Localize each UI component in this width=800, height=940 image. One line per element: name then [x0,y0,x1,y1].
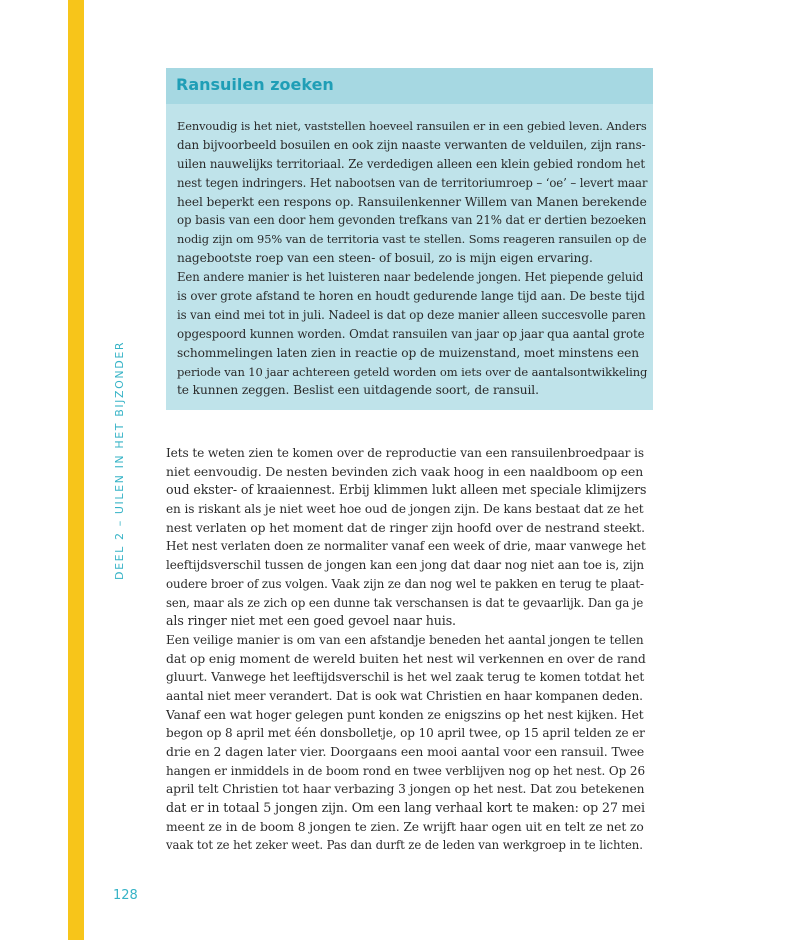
body-text [166,444,646,855]
body-line: oud ekster- of kraaiennest. Erbij klimmen lukt alleen met speciale klimijzers [166,482,647,498]
body-line: sen, maar als ze zich op een dunne tak verschansen is dat te gevaarlijk. Dan ga je [166,595,644,610]
body-line: dat op enig moment de wereld buiten het nest wil verkennen en over de rand [166,650,646,666]
info-box-line: op basis van een door hem gevonden trefkans van 21% dat er dertien bezoeken [177,213,647,228]
body-line: Een veilige manier is om van een afstandje beneden het aantal jongen te tellen [166,632,644,647]
body-line: april telt Christien tot haar verbazing 3 jongen op het nest. Dat zou betekenen [166,782,645,797]
info-box-line: dan bijvoorbeeld bosuilen en ook zijn naaste verwanten de velduilen, zijn rans- [177,137,646,152]
info-box-line: is van eind mei tot in juli. Nadeel is dat op deze manier alleen succesvolle paren [177,307,646,322]
page-number: 128 [113,888,138,903]
body-line: niet eenvoudig. De nesten bevinden zich vaak hoog in een naaldboom op een [166,463,644,479]
body-line: aantal niet meer verandert. Dat is ook wat Christien en haar kompanen deden. [166,688,643,703]
info-box-line: uilen nauwelijks territoriaal. Ze verdedigen alleen een klein gebied rondom het [177,156,645,171]
info-box-line: te kunnen zeggen. Beslist een uitdagende soort, de ransuil. [177,383,539,398]
body-line: als ringer niet met een goed gevoel naar huis. [166,613,456,629]
info-box-line: schommelingen laten zien in reactie op de muizenstand, moet minstens een [177,345,639,360]
info-box-line: nodig zijn om 95% van de territoria vast te stellen. Soms reageren ransuilen op de [177,232,647,247]
info-box-line: periode van 10 jaar achtereen geteld worden om iets over de aantalsontwikkeling [177,364,648,379]
body-line: gluurt. Vanwege het leeftijdsverschil is het wel zaak terug te komen totdat het [166,670,645,685]
body-line: en is riskant als je niet weet hoe oud de jongen zijn. De kans bestaat dat ze het [166,502,644,517]
body-line: hangen er inmiddels in de boom rond en twee verblijven nog op het nest. Op 26 [166,763,645,778]
body-line: nest verlaten op het moment dat de ringer zijn hoofd over de nestrand steekt. [166,520,645,535]
body-line: drie en 2 dagen later vier. Doorgaans een mooi aantal voor een ransuil. Twee [166,744,645,759]
info-box-line: opgespoord kunnen worden. Omdat ransuilen van jaar op jaar qua aantal grote [177,326,645,341]
info-box-line: nagebootste roep van een steen- of bosuil, zo is mijn eigen ervaring. [177,251,593,266]
info-box-header [166,68,653,104]
info-box-line: is over grote afstand te horen en houdt gedurende lange tijd aan. De beste tijd [177,289,645,304]
info-box-line: Eenvoudig is het niet, vaststellen hoeveel ransuilen er in een gebied leven. Anders [177,119,647,133]
page-edge-bar [68,0,84,940]
info-box-body [177,117,647,400]
info-box-title: Ransuilen zoeken [176,75,334,94]
body-line: vaak tot ze het zeker weet. Pas dan durft ze de leden van werkgroep in te lichten. [166,838,643,853]
body-line: dat er in totaal 5 jongen zijn. Om een lang verhaal kort te maken: op 27 mei [166,800,645,816]
info-box-line: heel beperkt een respons op. Ransuilenkenner Willem van Manen berekende [177,194,647,209]
info-box-line: nest tegen indringers. Het nabootsen van de territoriumroep – ‘oe’ – levert maar [177,175,648,190]
info-box-line: Een andere manier is het luisteren naar bedelende jongen. Het piepende geluid [177,270,644,285]
body-line: Vanaf een wat hoger gelegen punt konden ze enigszins op het nest kijken. Het [166,707,644,722]
body-line: Het nest verlaten doen ze normaliter vanaf een week of drie, maar vanwege het [166,539,646,554]
body-line: leeftijdsverschil tussen de jongen kan een jong dat daar nog niet aan toe is, zijn [166,558,645,573]
body-line: begon op 8 april met één donsbolletje, op 10 april twee, op 15 april telden ze er [166,726,645,741]
info-box [166,68,653,410]
body-line: oudere broer of zus volgen. Vaak zijn ze dan nog wel te pakken en terug te plaat- [166,576,644,591]
section-label: DEEL 2 – UILEN IN HET BIJZONDER [113,340,126,580]
body-line: meent ze in de boom 8 jongen te zien. Ze wrijft haar ogen uit en telt ze net zo [166,819,644,834]
body-line: Iets te weten zien te komen over de reproductie van een ransuilenbroedpaar is [166,446,644,460]
